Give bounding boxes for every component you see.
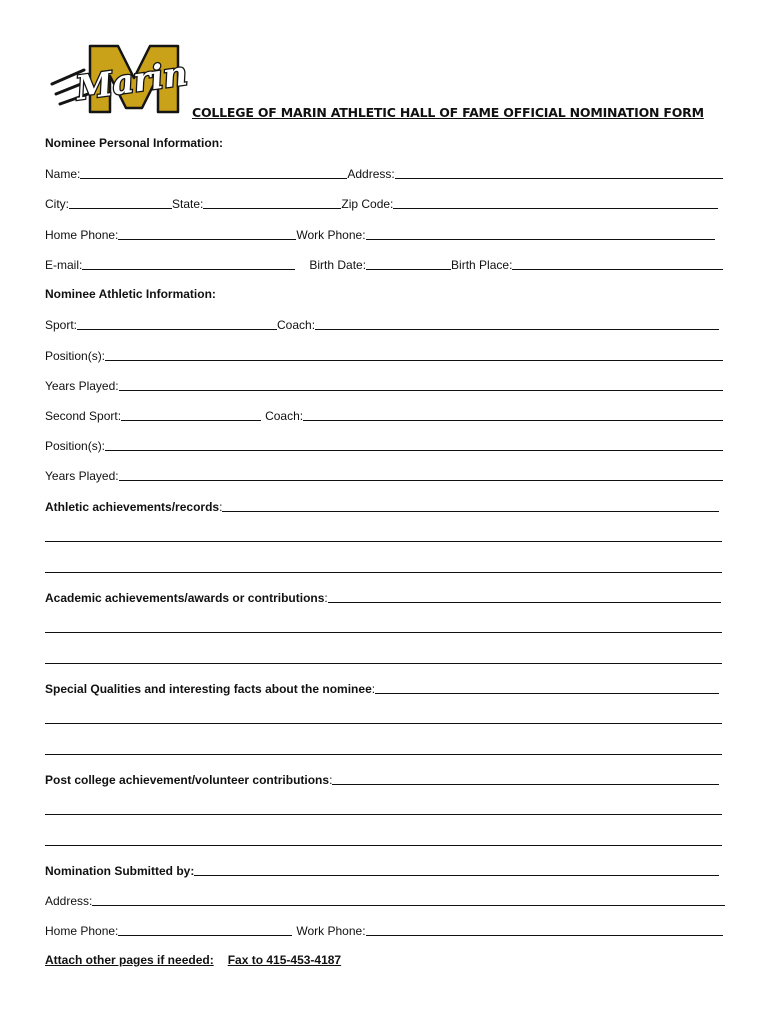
post-college-line-3[interactable] [45,845,722,846]
email-field[interactable] [82,269,295,270]
attach-note-text: Attach other pages if needed: [45,953,214,967]
phone-row [45,224,723,242]
zip-field[interactable] [393,208,718,209]
section-heading-athletic: Nominee Athletic Information: [45,287,216,301]
positions2-label: Position(s): [45,439,106,453]
special-qualities-field[interactable] [375,693,719,694]
birth-date-label: Birth Date: [309,258,367,272]
work-phone-field[interactable] [366,239,715,240]
address-field[interactable] [395,178,723,179]
coach-label: Coach: [277,318,316,332]
post-college-field[interactable] [332,784,719,785]
birth-place-field[interactable] [512,269,723,270]
attach-note [45,953,341,967]
athletic-achievements-row: Athletic achievements/records : [45,496,723,514]
name-label: Name: [45,167,81,181]
years-played2-field[interactable] [119,480,723,481]
athletic-achievements-line-2[interactable] [45,541,722,542]
special-qualities-row: Special Qualities and interesting facts about the nominee : [45,678,723,696]
sport-coach-row [45,314,723,332]
sport-label: Sport: [45,318,78,332]
special-qualities-line-2[interactable] [45,723,722,724]
sport-field[interactable] [77,329,277,330]
fax-number: Fax to 415-453-4187 [227,953,342,967]
athletic-achievements-field[interactable] [222,511,719,512]
birth-date-field[interactable] [366,269,451,270]
academic-achievements-field[interactable] [328,602,721,603]
city-label: City: [45,197,69,211]
birth-place-label: Birth Place: [451,258,513,272]
city-field[interactable] [69,208,172,209]
email-label: E-mail: [45,258,83,272]
name-address-row [45,163,723,181]
state-label: State: [172,197,204,211]
second-sport-field[interactable] [121,420,261,421]
years-played-field[interactable] [119,390,723,391]
state-field[interactable] [203,208,341,209]
submitter-address-label: Address: [45,894,93,908]
submitter-address-row [45,890,723,908]
submitter-work-phone-label: Work Phone: [296,924,366,938]
second-sport-row [45,405,723,423]
academic-achievements-label: Academic achievements/awards or contributions [45,591,325,605]
marin-wordmark: Marin [73,53,190,108]
special-qualities-label: Special Qualities and interesting facts about the nominee [45,682,372,696]
submitter-home-phone-field[interactable] [118,935,292,936]
home-phone-label: Home Phone: [45,228,119,242]
marin-logo [50,44,192,118]
years-played2-label: Years Played: [45,469,119,483]
work-phone-label: Work Phone: [296,228,366,242]
city-state-zip-row [45,193,723,211]
years-played-row [45,375,723,393]
zip-label: Zip Code: [341,197,394,211]
second-sport-label: Second Sport: [45,409,122,423]
coach2-field[interactable] [303,420,723,421]
submitted-by-label: Nomination Submitted by: [45,864,195,878]
positions-label: Position(s): [45,349,106,363]
academic-achievements-line-2[interactable] [45,632,722,633]
post-college-line-2[interactable] [45,814,722,815]
post-college-row: Post college achievement/volunteer contributions : [45,769,723,787]
coach2-label: Coach: [265,409,304,423]
years-played2-row [45,465,723,483]
post-college-label: Post college achievement/volunteer contributions [45,773,330,787]
submitter-home-phone-label: Home Phone: [45,924,119,938]
submitted-by-field[interactable] [194,875,719,876]
submitter-work-phone-field[interactable] [366,935,723,936]
address-label: Address: [347,167,395,181]
special-qualities-line-3[interactable] [45,754,722,755]
form-title: COLLEGE OF MARIN ATHLETIC HALL OF FAME OFFICIAL NOMINATION FORM [192,105,704,120]
athletic-achievements-line-3[interactable] [45,572,722,573]
academic-achievements-row: Academic achievements/awards or contributions : [45,587,723,605]
section-heading-personal: Nominee Personal Information: [45,136,224,150]
athletic-achievements-label: Athletic achievements/records [45,500,220,514]
coach-field[interactable] [315,329,719,330]
submitter-address-field[interactable] [92,905,725,906]
positions-field[interactable] [105,360,723,361]
name-field[interactable] [80,178,347,179]
email-birth-row [45,254,723,272]
positions2-row [45,435,723,453]
positions-row [45,345,723,363]
submitter-phone-row [45,920,723,938]
home-phone-field[interactable] [118,239,296,240]
years-played-label: Years Played: [45,379,119,393]
academic-achievements-line-3[interactable] [45,663,722,664]
submitted-by-row [45,860,723,878]
positions2-field[interactable] [105,450,723,451]
